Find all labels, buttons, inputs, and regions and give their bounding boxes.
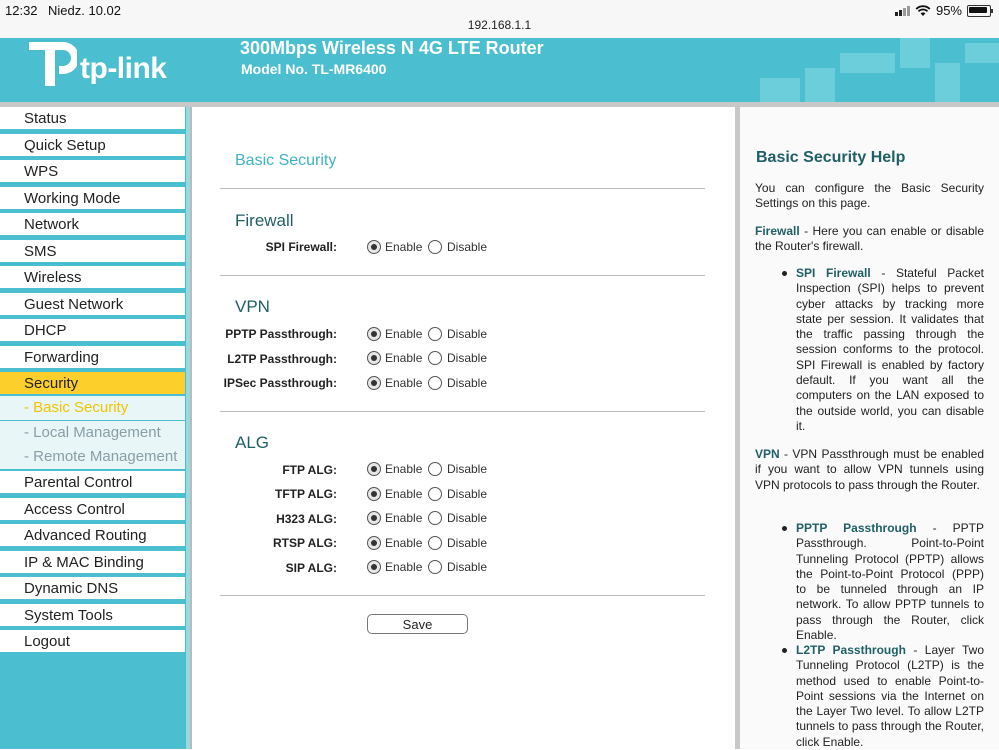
sidebar-nav — [0, 107, 186, 749]
spi-firewall-enable-radio[interactable] — [367, 240, 381, 254]
product-title: 300Mbps Wireless N 4G LTE Router — [240, 38, 544, 58]
help-term-pptp: PPTP Passthrough — [796, 521, 917, 535]
sidebar-item-working-mode[interactable]: Working Mode — [0, 187, 185, 211]
sidebar-item-sms[interactable]: SMS — [0, 240, 185, 264]
sidebar-item-logout[interactable]: Logout — [0, 630, 185, 654]
sidebar-item-guest-network[interactable]: Guest Network — [0, 293, 185, 317]
help-spi-text: - Stateful Packet Inspection (SPI) helps to prevent cyber attacks by tracking more state per session. It validates that the traffic passing through the session conforms to the protocol. SPI Firewall is enabled by factory default. If you want all the computers on the LAN exposed to the outside world, you can disable it. — [796, 266, 984, 433]
sidebar-item-dynamic-dns[interactable]: Dynamic DNS — [0, 577, 185, 601]
enable-label: Enable — [385, 351, 423, 365]
sidebar-item-status[interactable]: Status — [0, 107, 185, 131]
help-vpn — [755, 447, 984, 493]
ftp-alg-enable-radio[interactable] — [367, 462, 381, 476]
clock: 12:32 — [5, 3, 38, 18]
help-firewall — [755, 224, 984, 255]
tp-link-logo — [25, 40, 77, 90]
ipsec-enable-radio[interactable] — [367, 376, 381, 390]
help-pptp-text: - PPTP Passthrough. Point-to-Point Tunneling Protocol (PPTP) allows the Point-to-Point Protocol (PPP) to be tunneled through an IP network. To allow PPTP tunnels to pass through the Router, click Enable. — [796, 521, 984, 643]
help-panel — [740, 107, 999, 749]
battery-percent: 95% — [935, 3, 962, 18]
help-l2tp-text: - Layer Two Tunneling Protocol (L2TP) is the method used to enable Point-to-Point sessions via the Internet on the Layer Two level. To allow L2TP tunnels to pass through the Router, click Enable. — [796, 643, 985, 749]
divider — [220, 275, 705, 276]
sidebar-item-dhcp[interactable]: DHCP — [0, 319, 185, 343]
help-vpn-text: - VPN Passthrough must be enabled if you want to allow VPN tunnels using VPN protocols to pass through the Router. — [755, 447, 984, 492]
divider — [220, 188, 705, 189]
divider — [220, 411, 705, 412]
sidebar-item-ip-mac-binding[interactable]: IP & MAC Binding — [0, 551, 185, 575]
save-button[interactable]: Save — [367, 614, 468, 634]
tftp-alg-label: TFTP ALG: — [275, 487, 337, 501]
disable-label: Disable — [447, 376, 488, 390]
disable-label: Disable — [447, 351, 488, 365]
l2tp-passthrough-label: L2TP Passthrough: — [227, 352, 337, 366]
ipsec-disable-radio[interactable] — [428, 376, 442, 390]
divider — [220, 595, 705, 596]
pptp-enable-radio[interactable] — [367, 327, 381, 341]
enable-label: Enable — [385, 376, 423, 390]
bullet-icon — [782, 648, 787, 653]
sidebar-item-advanced-routing[interactable]: Advanced Routing — [0, 524, 185, 548]
help-l2tp — [796, 643, 984, 750]
spi-firewall-disable-radio[interactable] — [428, 240, 442, 254]
help-pptp — [796, 521, 984, 643]
l2tp-enable-radio[interactable] — [367, 351, 381, 365]
disable-label: Disable — [447, 462, 488, 476]
sidebar-item-system-tools[interactable]: System Tools — [0, 604, 185, 628]
date: Niedz. 10.02 — [48, 3, 121, 18]
ftp-alg-disable-radio[interactable] — [428, 462, 442, 476]
ipsec-passthrough-label: IPSec Passthrough: — [223, 376, 337, 390]
main-panel — [190, 107, 737, 749]
sip-alg-label: SIP ALG: — [285, 561, 337, 575]
h323-alg-label: H323 ALG: — [276, 512, 337, 526]
bullet-icon — [782, 271, 787, 276]
firewall-heading: Firewall — [235, 211, 294, 230]
help-term-vpn: VPN — [755, 447, 780, 461]
help-spi — [796, 266, 984, 434]
signal-icon — [895, 6, 910, 16]
enable-label: Enable — [385, 487, 423, 501]
sidebar-subitem-remote-management[interactable]: - Remote Management — [0, 445, 185, 469]
disable-label: Disable — [447, 536, 488, 550]
address-bar[interactable]: 192.168.1.1 — [467, 18, 532, 32]
help-term-spi: SPI Firewall — [796, 266, 871, 280]
h323-alg-enable-radio[interactable] — [367, 511, 381, 525]
sidebar-item-network[interactable]: Network — [0, 213, 185, 237]
enable-label: Enable — [385, 327, 423, 341]
page-title: Basic Security — [235, 152, 337, 169]
enable-label: Enable — [385, 536, 423, 550]
enable-label: Enable — [385, 560, 423, 574]
help-term-firewall: Firewall — [755, 224, 800, 238]
help-firewall-text: - Here you can enable or disable the Router's firewall. — [755, 224, 984, 254]
sidebar-item-forwarding[interactable]: Forwarding — [0, 346, 185, 370]
model-number: Model No. TL-MR6400 — [241, 61, 387, 77]
pptp-passthrough-label: PPTP Passthrough: — [225, 327, 337, 341]
router-header — [0, 38, 999, 102]
device-status-bar — [0, 0, 999, 38]
tftp-alg-enable-radio[interactable] — [367, 487, 381, 501]
spi-firewall-label: SPI Firewall: — [265, 240, 337, 254]
l2tp-disable-radio[interactable] — [428, 351, 442, 365]
rtsp-alg-disable-radio[interactable] — [428, 536, 442, 550]
sidebar-item-wps[interactable]: WPS — [0, 160, 185, 184]
wifi-icon — [915, 5, 931, 17]
disable-label: Disable — [447, 327, 488, 341]
help-term-l2tp: L2TP Passthrough — [796, 643, 906, 657]
enable-label: Enable — [385, 240, 423, 254]
sidebar-item-access-control[interactable]: Access Control — [0, 498, 185, 522]
ftp-alg-label: FTP ALG: — [282, 463, 337, 477]
sidebar-subitem-local-management[interactable]: - Local Management — [0, 421, 185, 445]
h323-alg-disable-radio[interactable] — [428, 511, 442, 525]
bullet-icon — [782, 526, 787, 531]
sip-alg-enable-radio[interactable] — [367, 560, 381, 574]
status-indicators — [895, 3, 991, 18]
sidebar-subitem-basic-security[interactable]: - Basic Security — [0, 396, 185, 420]
rtsp-alg-enable-radio[interactable] — [367, 536, 381, 550]
sidebar-item-quick-setup[interactable]: Quick Setup — [0, 134, 185, 158]
sidebar-item-security[interactable]: Security — [0, 372, 185, 396]
vpn-heading: VPN — [235, 297, 270, 316]
disable-label: Disable — [447, 511, 488, 525]
disable-label: Disable — [447, 240, 488, 254]
battery-icon — [967, 5, 991, 17]
sidebar-item-parental-control[interactable]: Parental Control — [0, 471, 185, 495]
alg-heading: ALG — [235, 433, 270, 452]
sip-alg-disable-radio[interactable] — [428, 560, 442, 574]
sidebar-item-wireless[interactable]: Wireless — [0, 266, 185, 290]
help-title: Basic Security Help — [756, 149, 906, 166]
rtsp-alg-label: RTSP ALG: — [272, 536, 337, 550]
disable-label: Disable — [447, 560, 488, 574]
help-intro: You can configure the Basic Security Settings on this page. — [755, 181, 984, 211]
tftp-alg-disable-radio[interactable] — [428, 487, 442, 501]
disable-label: Disable — [447, 487, 488, 501]
enable-label: Enable — [385, 462, 423, 476]
enable-label: Enable — [385, 511, 423, 525]
pptp-disable-radio[interactable] — [428, 327, 442, 341]
brand-name: tp-link — [80, 52, 167, 85]
